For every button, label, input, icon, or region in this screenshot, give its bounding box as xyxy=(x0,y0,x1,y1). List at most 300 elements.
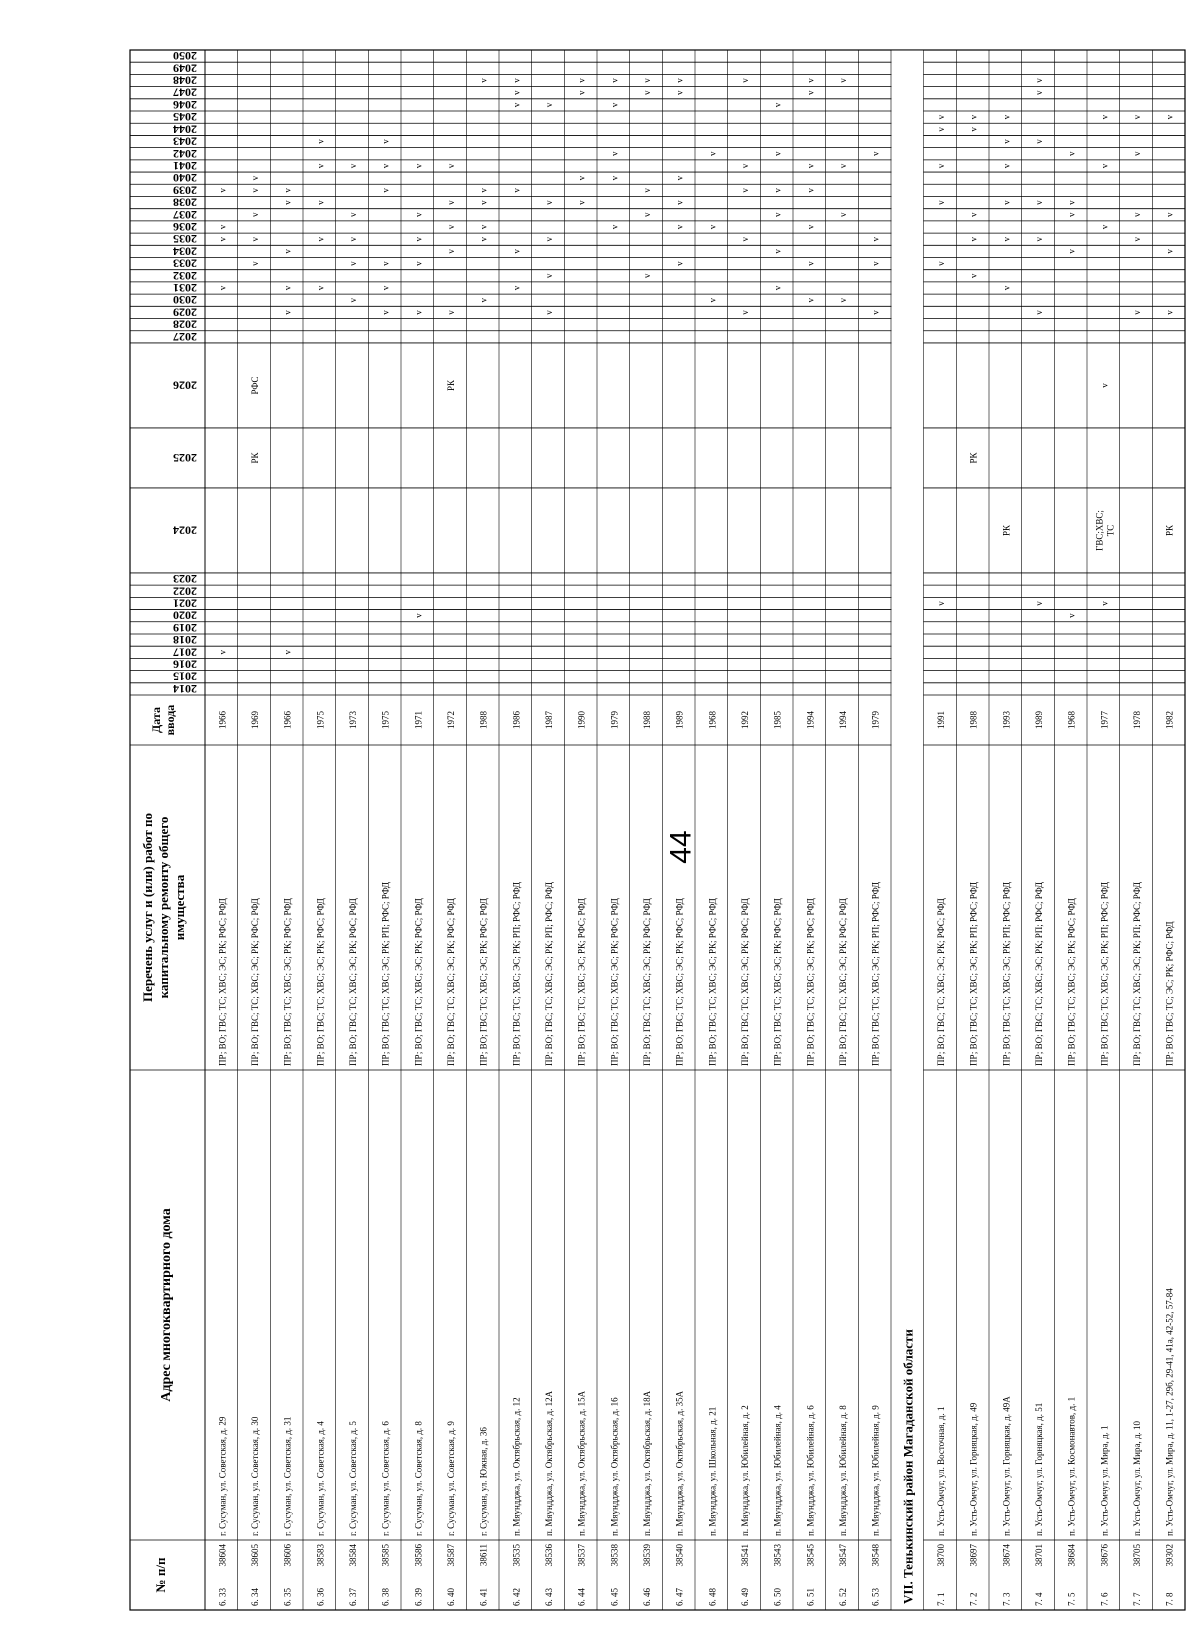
row-code: 39302 xyxy=(1164,1544,1175,1567)
check-mark: v xyxy=(282,188,293,193)
header-year-2049: 2049 xyxy=(173,61,197,76)
header-year-2034: 2034 xyxy=(173,244,197,259)
header-address: Адрес многоквартирного дома xyxy=(159,1208,174,1402)
cell-note: РК xyxy=(446,379,456,391)
check-mark: v xyxy=(446,224,456,230)
check-mark: v xyxy=(968,273,979,279)
check-mark: v xyxy=(772,151,783,156)
row-date: 1973 xyxy=(348,711,358,729)
row-works: ПР; ВО; ГВС; ТС; ХВС; ЭС; РК; РП; РФС; РФД xyxy=(1001,881,1012,1066)
table-border xyxy=(130,50,1185,1610)
check-mark: v xyxy=(380,261,391,266)
row-num: 6. 45 xyxy=(609,1588,620,1606)
check-mark: v xyxy=(707,297,718,303)
check-mark: v xyxy=(968,212,979,218)
check-mark: v xyxy=(478,200,489,205)
row-date: 1971 xyxy=(413,711,424,729)
header-year-2048: 2048 xyxy=(173,73,197,88)
check-mark: v xyxy=(642,212,652,218)
row-date: 1982 xyxy=(1164,711,1175,729)
check-mark: v xyxy=(642,188,652,193)
row-code: 38537 xyxy=(576,1544,587,1567)
header-date: Датаввода xyxy=(149,704,177,736)
row-num: 7. 8 xyxy=(1164,1592,1175,1606)
row-num: 6. 51 xyxy=(805,1588,816,1606)
row-code: 38538 xyxy=(609,1544,620,1567)
row-code: 38539 xyxy=(642,1544,652,1567)
check-mark: v xyxy=(838,78,848,83)
row-code: 38587 xyxy=(446,1544,456,1567)
check-mark: v xyxy=(217,188,228,193)
row-works: ПР; ВО; ГВС; ТС; ХВС; ЭС; РК; РФС; РФД xyxy=(478,898,489,1066)
check-mark: v xyxy=(446,163,456,169)
check-mark: v xyxy=(1066,200,1077,205)
check-mark: v xyxy=(707,151,718,156)
check-mark: v xyxy=(740,188,750,193)
header-year-2024: 2024 xyxy=(173,523,197,538)
row-address: г. Сусуман, ул. Советская, д. 29 xyxy=(217,1416,228,1536)
row-address: г. Сусуман, ул. Советская, д. 5 xyxy=(348,1421,358,1536)
row-works: ПР; ВО; ГВС; ТС; ХВС; ЭС; РК; РФС; РФД xyxy=(642,898,652,1066)
row-works: ПР; ВО; ГВС; ТС; ХВС; ЭС; РК; РФС; РФД xyxy=(576,898,587,1066)
check-mark: v xyxy=(282,310,293,315)
check-mark: v xyxy=(511,78,522,83)
row-date: 1992 xyxy=(740,711,750,729)
check-mark: v xyxy=(642,90,652,95)
row-works: ПР; ВО; ГВС; ТС; ХВС; ЭС; РК; РФС; РФД xyxy=(413,898,424,1066)
row-num: 6. 43 xyxy=(544,1588,554,1606)
check-mark: v xyxy=(1099,163,1110,169)
row-code: 38585 xyxy=(380,1544,391,1567)
check-mark: v xyxy=(315,200,326,205)
row-num: 7. 6 xyxy=(1099,1592,1110,1606)
cell-note: РК xyxy=(1001,524,1012,536)
row-works: ПР; ВО; ГВС; ТС; ХВС; ЭС; РК; РФС; РФД xyxy=(772,898,783,1066)
check-mark: v xyxy=(838,212,848,218)
check-mark: v xyxy=(1132,212,1142,218)
check-mark: v xyxy=(478,188,489,193)
check-mark: v xyxy=(609,224,620,230)
check-mark: v xyxy=(674,261,685,266)
cell-note: ГВС;ХВС; xyxy=(1094,510,1105,551)
check-mark: v xyxy=(838,163,848,169)
row-works: ПР; ВО; ГВС; ТС; ЭС; РК; РФС; РФД xyxy=(1164,921,1175,1066)
row-code: 38684 xyxy=(1066,1544,1077,1567)
check-mark: v xyxy=(544,236,554,242)
row-code: 38611 xyxy=(478,1544,489,1567)
row-date: 1986 xyxy=(511,711,522,729)
check-mark: v xyxy=(348,163,358,169)
row-num: 6. 52 xyxy=(838,1588,848,1606)
check-mark: v xyxy=(805,224,816,230)
check-mark: v xyxy=(478,236,489,242)
check-mark: v xyxy=(1066,212,1077,218)
row-code: 38605 xyxy=(250,1544,260,1567)
row-code: 38606 xyxy=(282,1544,293,1567)
check-mark: v xyxy=(348,212,358,218)
row-date: 1988 xyxy=(968,711,979,729)
row-address: п. Мяундджа, ул. Октябрьская, д. 15А xyxy=(576,1390,587,1536)
check-mark: v xyxy=(478,224,489,230)
row-date: 1993 xyxy=(1001,711,1012,729)
check-mark: v xyxy=(1132,310,1142,315)
check-mark: v xyxy=(642,273,652,279)
check-mark: v xyxy=(707,224,718,230)
check-mark: v xyxy=(870,261,881,266)
header-year-2029: 2029 xyxy=(173,305,197,320)
check-mark: v xyxy=(217,285,228,291)
row-code: 38676 xyxy=(1099,1544,1110,1567)
row-num: 6. 37 xyxy=(348,1588,358,1606)
row-works: ПР; ВО; ГВС; ТС; ХВС; ЭС; РК; РФС; РФД xyxy=(348,898,358,1066)
row-num: 7. 3 xyxy=(1001,1592,1012,1606)
check-mark: v xyxy=(217,224,228,230)
check-mark: v xyxy=(250,188,260,193)
header-year-2040: 2040 xyxy=(173,171,197,186)
cell-note: РФС xyxy=(250,376,260,395)
row-num: 6. 35 xyxy=(282,1588,293,1606)
check-mark: v xyxy=(1099,383,1110,388)
row-date: 1966 xyxy=(282,711,293,729)
header-works: Перечень услуг и (или) работ покапитальному ремонту общегоимущества xyxy=(140,812,187,1003)
check-mark: v xyxy=(642,78,652,83)
row-num: 6. 42 xyxy=(511,1588,522,1606)
check-mark: v xyxy=(544,310,554,315)
check-mark: v xyxy=(380,163,391,169)
row-num: 6. 41 xyxy=(478,1588,489,1606)
check-mark: v xyxy=(250,261,260,266)
check-mark: v xyxy=(936,261,946,266)
header-year-2043: 2043 xyxy=(173,134,197,149)
row-num: 6. 53 xyxy=(870,1588,881,1606)
row-date: 1989 xyxy=(1034,711,1044,729)
check-mark: v xyxy=(936,601,946,606)
check-mark: v xyxy=(380,285,391,291)
header-year-2022: 2022 xyxy=(173,584,197,599)
check-mark: v xyxy=(1164,249,1175,254)
row-works: ПР; ВО; ГВС; ТС; ХВС; ЭС; РК; РФС; РФД xyxy=(936,898,946,1066)
row-date: 1969 xyxy=(250,711,260,729)
row-date: 1968 xyxy=(1066,711,1077,729)
check-mark: v xyxy=(315,236,326,242)
check-mark: v xyxy=(446,200,456,205)
row-works: ПР; ВО; ГВС; ТС; ХВС; ЭС; РК; РП; РФС; РФД xyxy=(870,881,881,1066)
row-code: 38584 xyxy=(348,1544,358,1567)
check-mark: v xyxy=(413,212,424,218)
check-mark: v xyxy=(511,102,522,108)
header-year-2020: 2020 xyxy=(173,608,197,623)
row-address: п. Мяундджа, ул. Юбилейная, д. 9 xyxy=(870,1405,881,1536)
header-year-2031: 2031 xyxy=(173,281,197,296)
check-mark: v xyxy=(544,102,554,108)
row-date: 1985 xyxy=(772,711,783,729)
check-mark: v xyxy=(1164,310,1175,315)
row-code: 38548 xyxy=(870,1544,881,1567)
check-mark: v xyxy=(282,285,293,291)
row-code: 38700 xyxy=(936,1544,946,1567)
check-mark: v xyxy=(315,285,326,291)
check-mark: v xyxy=(544,273,554,279)
check-mark: v xyxy=(740,236,750,242)
row-address: п. Мяундджа, ул. Юбилейная, д. 6 xyxy=(805,1405,816,1536)
check-mark: v xyxy=(380,139,391,144)
row-address: п. Усть-Омчуг, ул. Мира, д. 11, 1-27, 29б, 29-41, 41а, 42-52, 57-84 xyxy=(1164,1288,1175,1536)
row-code: 38674 xyxy=(1001,1544,1012,1567)
row-works: ПР; ВО; ГВС; ТС; ХВС; ЭС; РК; РФС; РФД xyxy=(740,898,750,1066)
row-address: г. Сусуман, ул. Советская, д. 4 xyxy=(315,1421,326,1536)
check-mark: v xyxy=(1034,139,1044,144)
check-mark: v xyxy=(1001,139,1012,144)
header-year-2047: 2047 xyxy=(173,85,197,100)
row-works: ПР; ВО; ГВС; ТС; ХВС; ЭС; РК; РФС; РФД xyxy=(805,898,816,1066)
row-works: ПР; ВО; ГВС; ТС; ХВС; ЭС; РК; РП; РФС; РФД xyxy=(1132,881,1142,1066)
check-mark: v xyxy=(1034,78,1044,83)
check-mark: v xyxy=(1132,236,1142,242)
cell-note: ТС xyxy=(1105,524,1116,537)
check-mark: v xyxy=(968,114,979,120)
row-code: 38545 xyxy=(805,1544,816,1567)
check-mark: v xyxy=(936,127,946,132)
check-mark: v xyxy=(380,310,391,315)
check-mark: v xyxy=(348,261,358,266)
check-mark: v xyxy=(576,200,587,205)
check-mark: v xyxy=(1132,151,1142,156)
check-mark: v xyxy=(674,224,685,230)
check-mark: v xyxy=(446,249,456,254)
row-code: 38604 xyxy=(217,1544,228,1567)
check-mark: v xyxy=(1034,200,1044,205)
row-date: 1977 xyxy=(1099,711,1110,729)
header-year-2036: 2036 xyxy=(173,219,197,234)
row-works: ПР; ВО; ГВС; ТС; ХВС; ЭС; РК; РФС; РФД xyxy=(217,898,228,1066)
header-year-2030: 2030 xyxy=(173,293,197,308)
check-mark: v xyxy=(544,200,554,205)
check-mark: v xyxy=(772,188,783,193)
check-mark: v xyxy=(1001,114,1012,120)
check-mark: v xyxy=(609,151,620,156)
row-date: 1990 xyxy=(576,711,587,729)
check-mark: v xyxy=(870,151,881,156)
check-mark: v xyxy=(413,236,424,242)
check-mark: v xyxy=(936,200,946,205)
check-mark: v xyxy=(413,613,424,618)
check-mark: v xyxy=(1034,601,1044,606)
check-mark: v xyxy=(805,188,816,193)
header-year-2033: 2033 xyxy=(173,256,197,271)
row-code: 38697 xyxy=(968,1544,979,1567)
header-year-2042: 2042 xyxy=(173,146,197,161)
header-num: № п/п xyxy=(153,1557,168,1593)
check-mark: v xyxy=(772,249,783,254)
check-mark: v xyxy=(282,200,293,205)
row-num: 6. 49 xyxy=(740,1588,750,1606)
row-works: ПР; ВО; ГВС; ТС; ХВС; ЭС; РК; РП; РФС; РФД xyxy=(1034,881,1044,1066)
check-mark: v xyxy=(936,163,946,169)
check-mark: v xyxy=(250,212,260,218)
row-num: 6. 39 xyxy=(413,1588,424,1606)
check-mark: v xyxy=(772,212,783,218)
check-mark: v xyxy=(674,200,685,205)
check-mark: v xyxy=(870,310,881,315)
row-address: п. Мяундджа, ул. Юбилейная, д. 2 xyxy=(740,1405,750,1536)
row-works: ПР; ВО; ГВС; ТС; ХВС; ЭС; РК; РФС; РФД xyxy=(282,898,293,1066)
row-works: ПР; ВО; ГВС; ТС; ХВС; ЭС; РК; РФС; РФД xyxy=(1066,898,1077,1066)
row-date: 1978 xyxy=(1132,711,1142,729)
row-code: 38701 xyxy=(1034,1544,1044,1567)
header-year-2025: 2025 xyxy=(173,450,197,465)
row-num: 6. 46 xyxy=(642,1588,652,1606)
row-num: 6. 33 xyxy=(217,1588,228,1606)
row-address: г. Сусуман, ул. Советская, д. 31 xyxy=(282,1416,293,1536)
row-num: 7. 1 xyxy=(936,1592,946,1606)
check-mark: v xyxy=(511,188,522,193)
row-works: ПР; ВО; ГВС; ТС; ХВС; ЭС; РК; РФС; РФД xyxy=(446,898,456,1066)
header-year-2037: 2037 xyxy=(173,207,197,222)
check-mark: v xyxy=(936,114,946,120)
row-date: 1994 xyxy=(805,711,816,729)
check-mark: v xyxy=(772,285,783,291)
row-address: п. Усть-Омчуг, ул. Горняцкая, д. 49 xyxy=(968,1402,979,1536)
cell-note: РК xyxy=(250,452,260,464)
row-works: ПР; ВО; ГВС; ТС; ХВС; ЭС; РК; РФС; РФД xyxy=(609,898,620,1066)
row-works: ПР; ВО; ГВС; ТС; ХВС; ЭС; РК; РФС; РФД xyxy=(674,898,685,1066)
header-year-2028: 2028 xyxy=(173,317,197,332)
row-works: ПР; ВО; ГВС; ТС; ХВС; ЭС; РК; РП; РФС; РФД xyxy=(380,881,391,1066)
row-num: 6. 36 xyxy=(315,1588,326,1606)
check-mark: v xyxy=(674,78,685,83)
header-year-2044: 2044 xyxy=(173,122,197,137)
check-mark: v xyxy=(1034,310,1044,315)
row-address: п. Мяундджа, ул. Юбилейная, д. 4 xyxy=(772,1405,783,1536)
check-mark: v xyxy=(805,90,816,95)
row-address: п. Мяундджа, ул. Октябрьская, д. 18А xyxy=(642,1390,652,1536)
check-mark: v xyxy=(1164,114,1175,120)
check-mark: v xyxy=(740,310,750,315)
header-year-2039: 2039 xyxy=(173,183,197,198)
check-mark: v xyxy=(609,102,620,108)
row-date: 1987 xyxy=(544,711,554,729)
row-works: ПР; ВО; ГВС; ТС; ХВС; ЭС; РК; РФС; РФД xyxy=(250,898,260,1066)
header-year-2032: 2032 xyxy=(173,268,197,283)
row-works: ПР; ВО; ГВС; ТС; ХВС; ЭС; РК; РФС; РФД xyxy=(838,898,848,1066)
row-address: п. Усть-Омчуг, ул. Космонавтов, д. 1 xyxy=(1066,1396,1077,1536)
row-works: ПР; ВО; ГВС; ТС; ХВС; ЭС; РК; РП; РФС; РФД xyxy=(511,881,522,1066)
row-num: 7. 5 xyxy=(1066,1592,1077,1606)
row-num: 7. 2 xyxy=(968,1592,979,1606)
row-address: г. Сусуман, ул. Советская, д. 6 xyxy=(380,1421,391,1536)
header-year-2023: 2023 xyxy=(173,572,197,587)
row-address: п. Мяундджа, ул. Школьная, д. 21 xyxy=(707,1406,718,1536)
check-mark: v xyxy=(217,650,228,655)
row-code: 38540 xyxy=(674,1544,685,1567)
row-code: 38541 xyxy=(740,1544,750,1567)
row-works: ПР; ВО; ГВС; ТС; ХВС; ЭС; РК; РФС; РФД xyxy=(707,898,718,1066)
row-address: г. Сусуман, ул. Советская, д. 30 xyxy=(250,1416,260,1536)
row-date: 1994 xyxy=(838,711,848,729)
table-grid xyxy=(130,49,1185,1610)
row-code: 38583 xyxy=(315,1544,326,1567)
row-works: ПР; ВО; ГВС; ТС; ХВС; ЭС; РК; РФС; РФД xyxy=(315,898,326,1066)
check-mark: v xyxy=(1066,613,1077,618)
header-year-2021: 2021 xyxy=(172,596,197,611)
row-address: п. Усть-Омчуг, ул. Восточная, д. 1 xyxy=(936,1406,946,1536)
check-mark: v xyxy=(348,236,358,242)
check-mark: v xyxy=(315,139,326,144)
row-date: 1972 xyxy=(446,711,456,729)
check-mark: v xyxy=(1034,90,1044,95)
row-date: 1991 xyxy=(936,711,946,729)
header-year-2035: 2035 xyxy=(173,232,197,247)
header-year-2045: 2045 xyxy=(173,110,197,125)
check-mark: v xyxy=(1066,249,1077,254)
check-mark: v xyxy=(1099,601,1110,606)
check-mark: v xyxy=(805,163,816,169)
check-mark: v xyxy=(217,236,228,242)
row-address: п. Мяундджа, ул. Октябрьская, д. 16 xyxy=(609,1397,620,1536)
header-year-2026: 2026 xyxy=(173,378,197,393)
check-mark: v xyxy=(250,175,260,181)
row-address: п. Мяундджа, ул. Октябрьская, д. 12 xyxy=(511,1397,522,1536)
check-mark: v xyxy=(1066,151,1077,156)
row-num: 6. 40 xyxy=(446,1588,456,1606)
section-title: VII. Тенькинский район Магаданской области xyxy=(900,1329,916,1604)
header-year-2027: 2027 xyxy=(173,329,197,344)
header-year-2046: 2046 xyxy=(173,97,197,112)
check-mark: v xyxy=(250,236,260,242)
header-year-2015: 2015 xyxy=(173,669,197,684)
row-works: ПР; ВО; ГВС; ТС; ХВС; ЭС; РК; РП; РФС; РФД xyxy=(968,881,979,1066)
row-address: г. Сусуман, ул. Советская, д. 8 xyxy=(413,1421,424,1536)
row-code: 38535 xyxy=(511,1544,522,1567)
header-year-2050: 2050 xyxy=(173,49,197,64)
check-mark: v xyxy=(968,236,979,242)
row-code: 38536 xyxy=(544,1544,554,1567)
check-mark: v xyxy=(511,249,522,254)
row-code: 38705 xyxy=(1132,1544,1142,1567)
row-num: 6. 47 xyxy=(674,1588,685,1606)
check-mark: v xyxy=(968,127,979,132)
check-mark: v xyxy=(674,175,685,181)
row-works: ПР; ВО; ГВС; ТС; ХВС; ЭС; РК; РП; РФС; РФД xyxy=(1099,881,1110,1066)
check-mark: v xyxy=(838,297,848,303)
check-mark: v xyxy=(609,175,620,181)
row-date: 1968 xyxy=(707,711,718,729)
header-year-2016: 2016 xyxy=(173,657,197,672)
check-mark: v xyxy=(674,90,685,95)
check-mark: v xyxy=(282,249,293,254)
check-mark: v xyxy=(576,90,587,95)
row-address: п. Мяундджа, ул. Юбилейная, д. 8 xyxy=(838,1405,848,1536)
row-code: 38586 xyxy=(413,1544,424,1567)
check-mark: v xyxy=(576,78,587,83)
row-num: 6. 38 xyxy=(380,1588,391,1606)
row-date: 1979 xyxy=(870,711,881,729)
check-mark: v xyxy=(740,163,750,169)
check-mark: v xyxy=(1001,200,1012,205)
header-year-2017: 2017 xyxy=(173,645,197,660)
row-code: 38543 xyxy=(772,1544,783,1567)
row-date: 1988 xyxy=(478,711,489,729)
check-mark: v xyxy=(446,310,456,315)
row-works: ПР; ВО; ГВС; ТС; ХВС; ЭС; РК; РП; РФС; РФД xyxy=(544,881,554,1066)
row-date: 1989 xyxy=(674,711,685,729)
check-mark: v xyxy=(478,297,489,303)
check-mark: v xyxy=(348,297,358,303)
check-mark: v xyxy=(282,650,293,655)
check-mark: v xyxy=(1001,163,1012,169)
check-mark: v xyxy=(772,102,783,108)
row-num: 6. 50 xyxy=(772,1588,783,1606)
